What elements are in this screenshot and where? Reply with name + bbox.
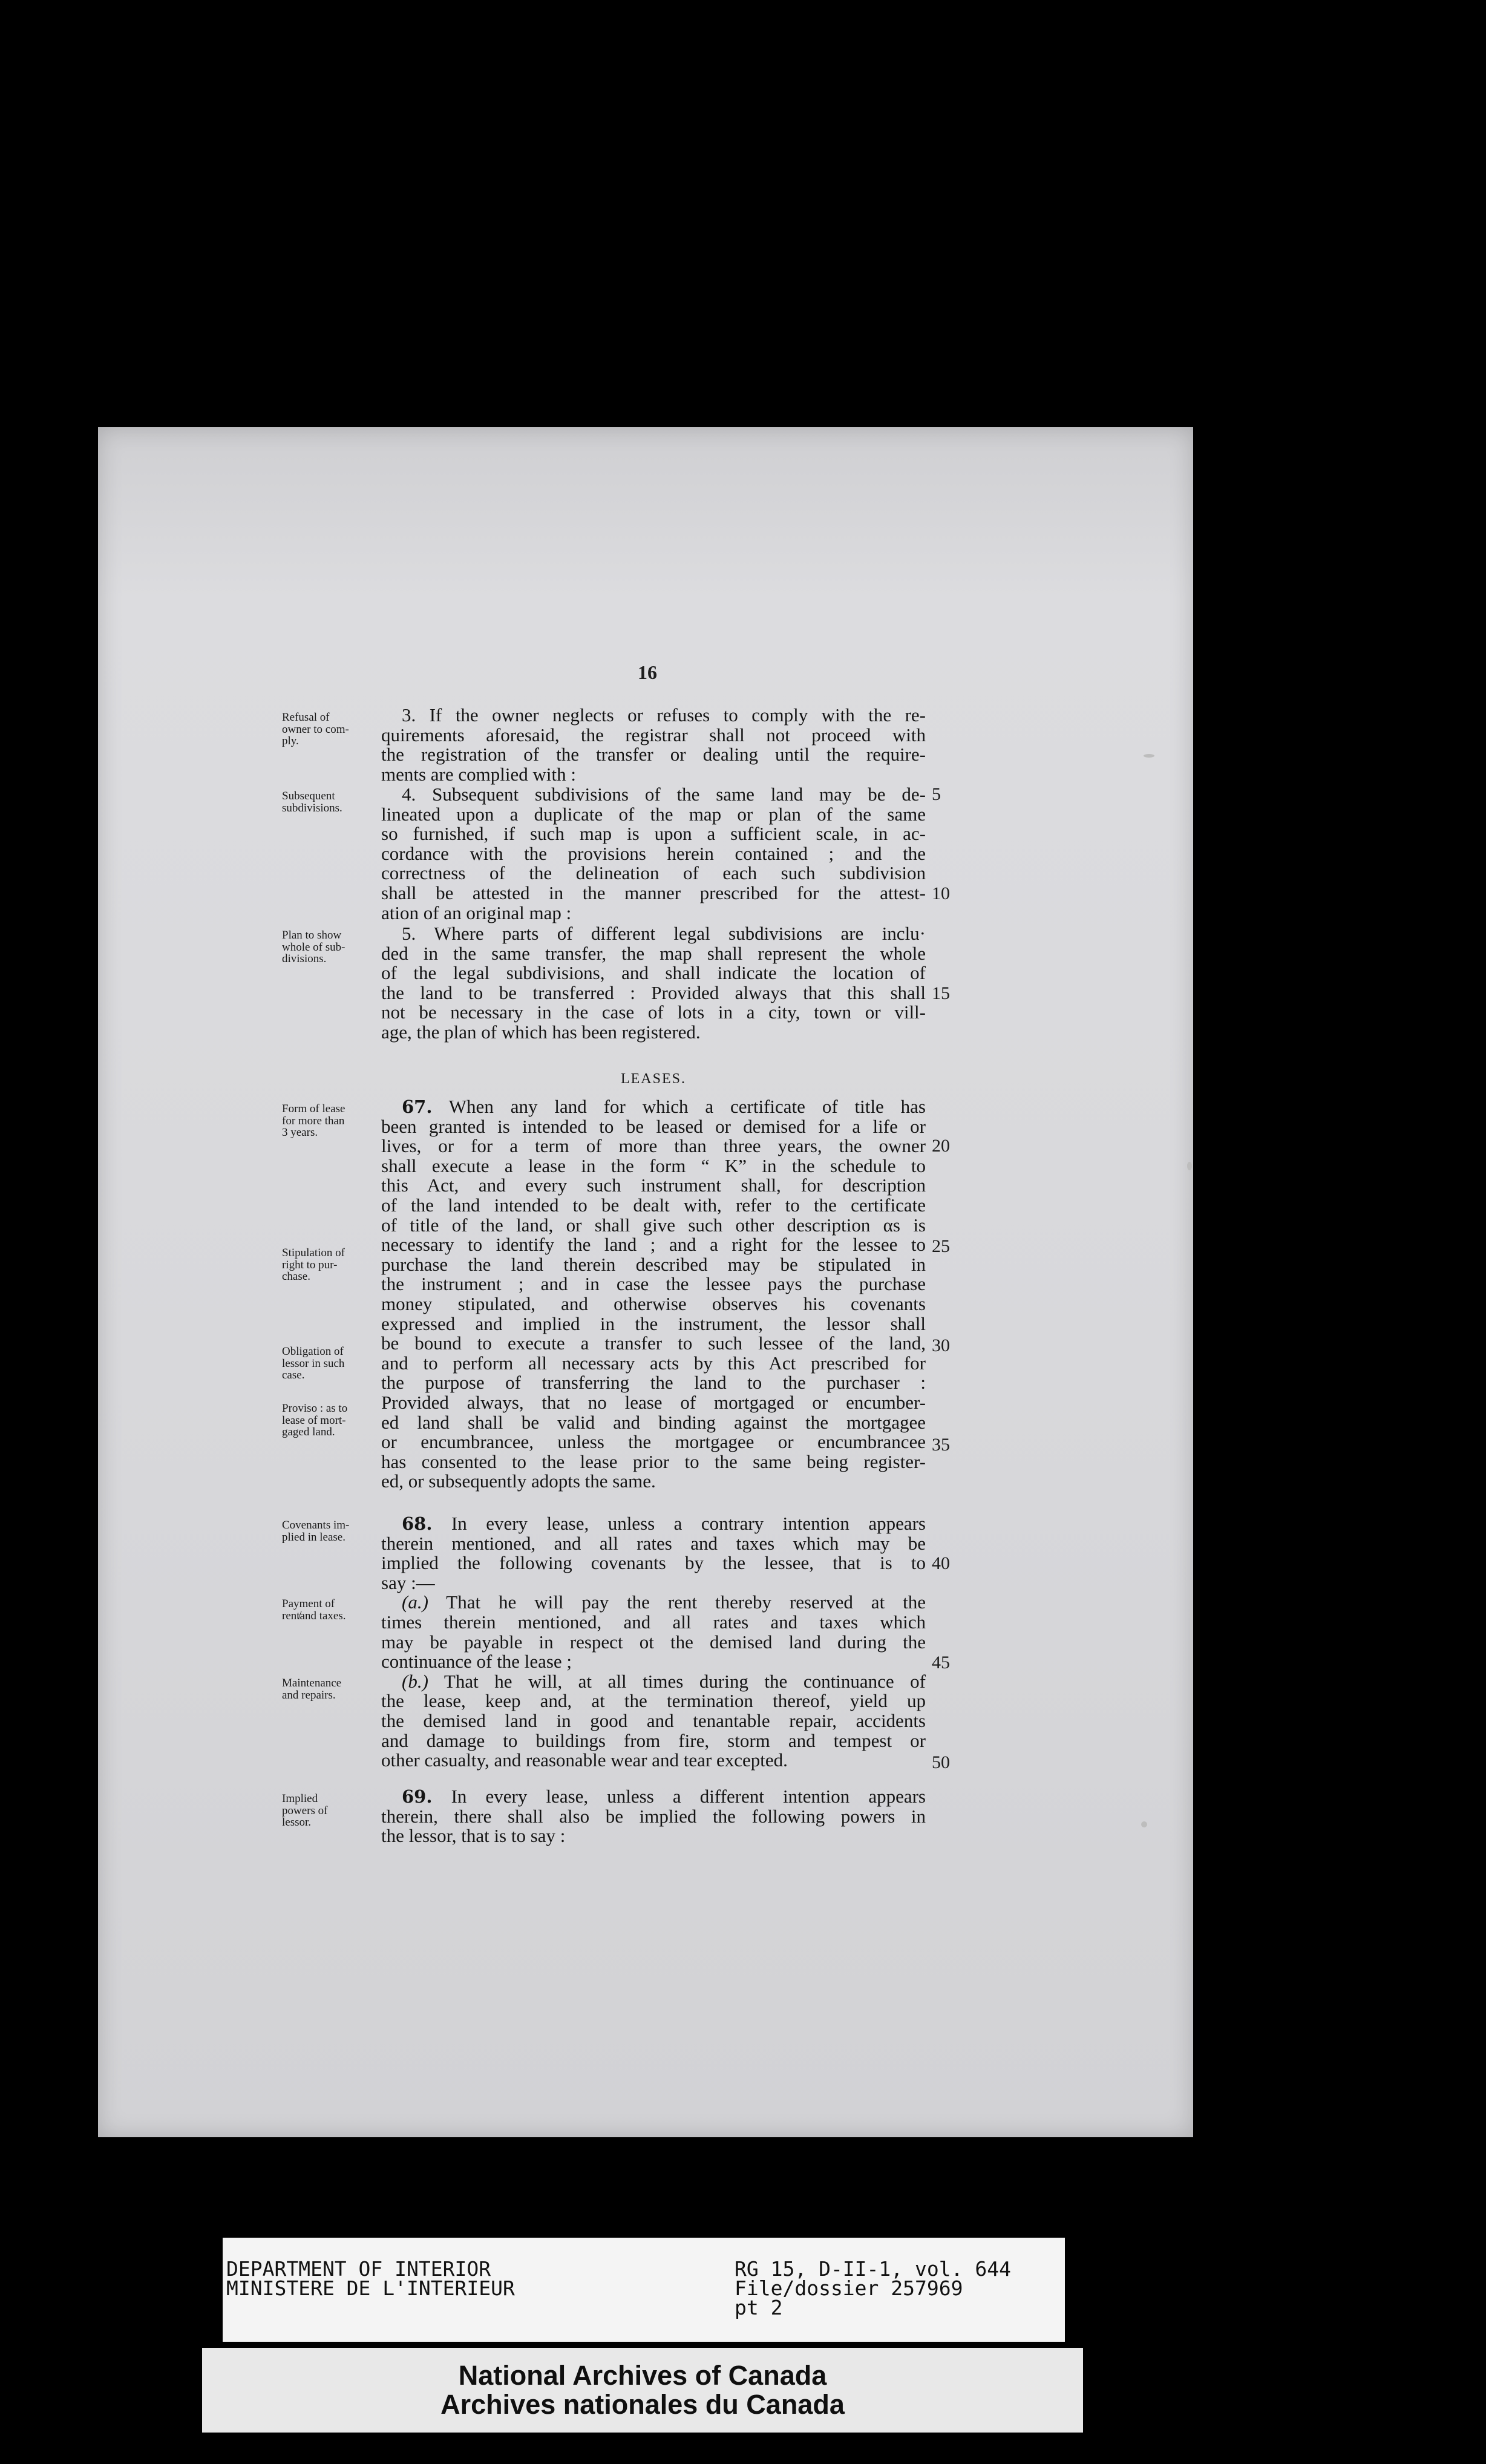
scan-speck (1144, 754, 1154, 758)
note-line: right to pur- (282, 1258, 338, 1271)
text-line (381, 1787, 926, 1807)
line-number: 40 (932, 1553, 950, 1573)
note-line: Stipulation of (282, 1247, 345, 1259)
text-line: ments are complied with : (381, 763, 576, 785)
file-number: File/dossier 257969 (735, 2276, 963, 2300)
scan-speck (1187, 1162, 1192, 1170)
text-line: the land to be transferred : Provided always that this shall (381, 981, 926, 1003)
text-line: 4. Subsequent subdivisions of the same land may be de- (402, 784, 926, 805)
note-line: Proviso : as to (282, 1402, 348, 1415)
note-line: lease of mort- (282, 1414, 346, 1427)
text-line: 3. If the owner neglects or refuses to comply with the re- (402, 704, 926, 726)
note-line: lessor in such (282, 1357, 345, 1370)
text-line: not be necessary in the case of lots in a city, town or vill- (381, 1001, 926, 1023)
text-line: expressed and implied in the instrument, the lessor shall (381, 1312, 926, 1334)
text-run: In every lease, unless a contrary intention appears (451, 1513, 926, 1534)
note-line: lessor. (282, 1816, 312, 1829)
text-line: the purpose of transferring the land to the purchaser : (381, 1372, 926, 1394)
text-line: times therein mentioned, and all rates and taxes which (381, 1611, 926, 1633)
line-number: 30 (932, 1335, 950, 1355)
note-line: for more than (282, 1114, 345, 1127)
line-number: 15 (932, 983, 950, 1003)
text-line: the instrument ; and in case the lessee pays the purchase (381, 1273, 926, 1295)
line-number: 20 (932, 1136, 950, 1156)
text-line: therein mentioned, and all rates and taxes which may be (381, 1532, 926, 1554)
text-line: ed, or subsequently adopts the same. (381, 1470, 656, 1492)
note-line: subdivisions. (282, 801, 342, 814)
text-line: necessary to identify the land ; and a right for the lessee to (381, 1234, 926, 1256)
text-run: That he will pay the rent thereby reserved at the (446, 1591, 926, 1613)
margin-note-maintenance (282, 1677, 382, 1701)
scan-speck (1141, 1821, 1147, 1827)
text-line: Provided always, that no lease of mortgaged or encumber- (381, 1391, 926, 1413)
text-line: age, the plan of which has been registered. (381, 1021, 701, 1043)
part-number: pt 2 (735, 2296, 783, 2319)
text-line: the lease, keep and, at the termination thereof, yield up (381, 1690, 926, 1712)
section-69 (381, 1787, 926, 1846)
page-number: 16 (638, 661, 657, 683)
note-line: rent̸and taxes. (282, 1609, 346, 1622)
paragraph-3 (381, 706, 926, 784)
text-line: this Act, and every such instrument shall, for description (381, 1175, 926, 1196)
note-line: Plan to show (282, 929, 342, 942)
text-line: therein, there shall also be implied the following powers in (381, 1805, 926, 1827)
text-line: been granted is intended to be leased or demised for a life or (381, 1115, 926, 1137)
reference-block (735, 2259, 1011, 2318)
text-line: continuance of the lease ; (381, 1651, 572, 1673)
text-line: and to perform all necessary acts by this Act prescribed for (381, 1352, 926, 1374)
margin-note-proviso (282, 1403, 382, 1438)
text-line: correctness of the delineation of each such subdivision (381, 862, 926, 884)
note-line: Form of lease (282, 1103, 345, 1115)
note-line: Obligation of (282, 1345, 344, 1358)
line-number: 10 (932, 883, 950, 903)
text-line (381, 1593, 926, 1613)
note-line: gaged land. (282, 1426, 335, 1438)
text-line: or encumbrancee, unless the mortgagee or encumbrancee (381, 1431, 926, 1453)
text-line (381, 1097, 926, 1117)
note-line: Payment of (282, 1597, 335, 1610)
margin-note-plan (282, 929, 382, 965)
text-line: 5. Where parts of different legal subdivisions are inclu· (402, 923, 926, 944)
line-number: 45 (932, 1653, 950, 1673)
text-line: money stipulated, and otherwise observes his covenants (381, 1293, 926, 1314)
text-line (381, 1672, 926, 1692)
margin-note-subsequent (282, 790, 382, 814)
text-line: cordance with the provisions herein contained ; and the (381, 842, 926, 864)
section-number: 69. (402, 1786, 433, 1807)
note-line: owner to com- (282, 722, 349, 736)
note-line: Subsequent (282, 790, 335, 802)
section-68 (381, 1514, 926, 1771)
text-line: be bound to execute a transfer to such lessee of the land, (381, 1332, 926, 1354)
section-number: 67. (402, 1096, 433, 1117)
text-run: That he will, at all times during the continuance of (444, 1670, 926, 1692)
margin-note-form-of-lease (282, 1103, 382, 1139)
margin-note-payment (282, 1598, 382, 1622)
text-line: and damage to buildings from fire, storm and tempest or (381, 1729, 926, 1751)
text-line: ation of an original map : (381, 902, 572, 923)
text-line: shall execute a lease in the form “ K” in the schedule to (381, 1155, 926, 1176)
record-group: RG 15, D-II-1, vol. 644 (735, 2257, 1011, 2281)
text-line: the demised land in good and tenantable repair, accidents (381, 1709, 926, 1731)
note-line: Covenants im- (282, 1519, 350, 1532)
note-line: divisions. (282, 952, 327, 965)
text-line: ded in the same transfer, the map shall represent the whole (381, 942, 926, 964)
note-line: and repairs. (282, 1688, 336, 1702)
note-line: powers of (282, 1804, 328, 1817)
note-line: chase. (282, 1270, 310, 1283)
margin-note-obligation (282, 1346, 382, 1381)
text-line: shall be attested in the manner prescribed for the attest- (381, 882, 926, 903)
section-number: 68. (402, 1513, 433, 1534)
note-line: Maintenance (282, 1677, 342, 1689)
text-line: of the legal subdivisions, and shall indicate the location of (381, 962, 926, 984)
text-line: implied the following covenants by the lessee, that is to (381, 1552, 926, 1574)
note-line: case. (282, 1369, 305, 1381)
text-line: the lessor, that is to say : (381, 1825, 566, 1847)
text-line (381, 1514, 926, 1534)
text-line: of title of the land, or shall give such other description αs is (381, 1214, 926, 1236)
text-line: say :— (381, 1571, 435, 1593)
text-line: other casualty, and reasonable wear and tear excepted. (381, 1749, 788, 1771)
margin-note-covenants (282, 1519, 382, 1543)
text-line: purchase the land therein described may be stipulated in (381, 1253, 926, 1275)
line-number: 35 (932, 1435, 950, 1455)
text-run: When any land for which a certificate of title has (448, 1096, 926, 1117)
line-number: 50 (932, 1752, 950, 1772)
paragraph-5 (381, 924, 926, 1043)
note-line: Refusal of (282, 711, 330, 724)
line-number: 5 (932, 784, 941, 804)
department-english: DEPARTMENT OF INTERIOR (226, 2257, 491, 2281)
sub-marker: (b.) (402, 1670, 428, 1692)
leases-heading: LEASES. (620, 1071, 686, 1087)
archive-reference-label (223, 2238, 1065, 2342)
department-block (226, 2259, 515, 2298)
text-line: of the land intended to be dealt with, refer to the certificate (381, 1194, 926, 1216)
note-line: Implied (282, 1792, 318, 1805)
text-line: has consented to the lease prior to the same being register- (381, 1450, 926, 1472)
note-line: 3 years. (282, 1126, 318, 1139)
department-french: MINISTERE DE L'INTERIEUR (226, 2276, 515, 2300)
text-line: quirements aforesaid, the registrar shall not proceed with (381, 724, 926, 745)
text-line: lineated upon a duplicate of the map or plan of the same (381, 803, 926, 825)
text-line: may be payable in respect ot the demised land during the (381, 1631, 926, 1653)
text-line: the registration of the transfer or dealing until the require- (381, 744, 926, 765)
note-line: plied in lease. (282, 1530, 345, 1544)
text-line: lives, or for a term of more than three years, the owner (381, 1135, 926, 1157)
note-line: ply. (282, 735, 299, 747)
archive-name-banner (202, 2348, 1083, 2433)
archive-name-english: National Archives of Canada (458, 2360, 827, 2391)
text-line: so furnished, if such map is upon a sufficient scale, in ac- (381, 823, 926, 845)
margin-note-stipulation (282, 1247, 382, 1283)
paragraph-4 (381, 785, 926, 923)
sub-marker: (a.) (402, 1591, 428, 1613)
margin-note-refusal (282, 712, 382, 747)
line-number: 25 (932, 1236, 950, 1256)
section-67 (381, 1097, 926, 1492)
text-run: In every lease, unless a different intention appears (451, 1786, 926, 1807)
margin-note-implied-powers (282, 1793, 382, 1829)
note-line: whole of sub- (282, 940, 345, 954)
archive-name-french: Archives nationales du Canada (440, 2389, 845, 2420)
text-line: ed land shall be valid and binding against the mortgagee (381, 1411, 926, 1433)
